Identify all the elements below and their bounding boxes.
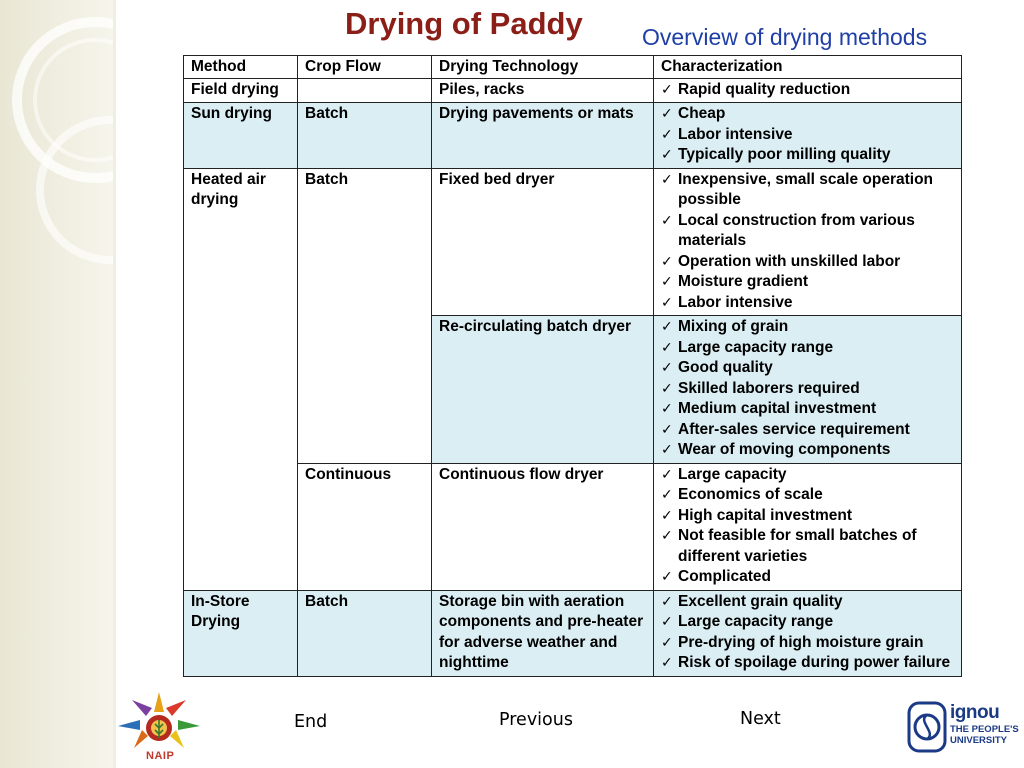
check-item: ✓ Mixing of grain	[661, 317, 954, 338]
cell-technology: Storage bin with aeration components and pre-heater for adverse weather and nighttime	[432, 590, 654, 676]
characterization-list	[661, 104, 954, 166]
ignou-tagline-line-1: THE PEOPLE'S	[950, 724, 1019, 735]
check-item: ✓ After-sales service requirement	[661, 420, 954, 441]
characterization-list	[661, 80, 954, 101]
cell-characterization	[654, 168, 962, 316]
ignou-logo-name: ignou	[950, 702, 1000, 723]
characterization-list	[661, 317, 954, 461]
table-row	[184, 78, 962, 103]
cell-method: Sun drying	[184, 103, 298, 169]
check-item: ✓ Economics of scale	[661, 485, 954, 506]
next-link[interactable]: Next	[740, 709, 781, 729]
cell-crop-flow: Continuous	[298, 463, 432, 590]
check-item: ✓ Risk of spoilage during power failure	[661, 653, 954, 674]
drying-methods-table-container	[183, 55, 962, 677]
check-item: ✓ Local construction from various materials	[661, 211, 954, 252]
check-item: ✓ Inexpensive, small scale operation possible	[661, 170, 954, 211]
band-divider	[113, 0, 116, 768]
check-item: ✓ Cheap	[661, 104, 954, 125]
drying-methods-table	[183, 55, 962, 677]
check-item: ✓ Wear of moving components	[661, 440, 954, 461]
characterization-list	[661, 465, 954, 588]
previous-link[interactable]: Previous	[499, 710, 573, 730]
check-item: ✓ Large capacity range	[661, 612, 954, 633]
check-item: ✓ Labor intensive	[661, 125, 954, 146]
check-item: ✓ Good quality	[661, 358, 954, 379]
check-item: ✓ Moisture gradient	[661, 272, 954, 293]
decorative-left-band	[0, 0, 113, 768]
cell-characterization	[654, 316, 962, 464]
check-item: ✓ Not feasible for small batches of different varieties	[661, 526, 954, 567]
end-link[interactable]: End	[294, 712, 328, 732]
cell-crop-flow: Batch	[298, 168, 432, 463]
slide-subtitle: Overview of drying methods	[642, 24, 928, 50]
table-row	[184, 463, 962, 590]
decorative-circles-graphic	[0, 0, 113, 768]
naip-logo-text: NAIP	[146, 750, 175, 762]
cell-technology: Continuous flow dryer	[432, 463, 654, 590]
cell-technology: Re-circulating batch dryer	[432, 316, 654, 464]
cell-method: Field drying	[184, 78, 298, 103]
check-item: ✓ Complicated	[661, 567, 954, 588]
cell-method: In-Store Drying	[184, 590, 298, 676]
header-crop-flow: Crop Flow	[298, 56, 432, 79]
characterization-list	[661, 170, 954, 314]
table-header-row	[184, 56, 962, 79]
cell-crop-flow	[298, 78, 432, 103]
check-item: ✓ Typically poor milling quality	[661, 145, 954, 166]
table-row	[184, 103, 962, 169]
check-item: ✓ Operation with unskilled labor	[661, 252, 954, 273]
cell-characterization	[654, 463, 962, 590]
cell-characterization	[654, 78, 962, 103]
check-item: ✓ Labor intensive	[661, 293, 954, 314]
cell-crop-flow: Batch	[298, 590, 432, 676]
check-item: ✓ Rapid quality reduction	[661, 80, 954, 101]
check-item: ✓ Pre-drying of high moisture grain	[661, 633, 954, 654]
header-method: Method	[184, 56, 298, 79]
cell-technology: Fixed bed dryer	[432, 168, 654, 316]
cell-crop-flow: Batch	[298, 103, 432, 169]
check-item: ✓ High capital investment	[661, 506, 954, 527]
cell-technology: Drying pavements or mats	[432, 103, 654, 169]
ignou-tagline-line-2: UNIVERSITY	[950, 735, 1008, 746]
header-drying-technology: Drying Technology	[432, 56, 654, 79]
cell-method: Heated air drying	[184, 168, 298, 590]
check-item: ✓ Large capacity range	[661, 338, 954, 359]
check-item: ✓ Skilled laborers required	[661, 379, 954, 400]
header-characterization: Characterization	[654, 56, 962, 79]
characterization-list	[661, 592, 954, 674]
table-row	[184, 168, 962, 316]
table-row	[184, 590, 962, 676]
check-item: ✓ Excellent grain quality	[661, 592, 954, 613]
slide-title: Drying of Paddy	[345, 6, 583, 41]
ignou-logo-tagline	[950, 724, 1019, 746]
check-item: ✓ Medium capital investment	[661, 399, 954, 420]
cell-characterization	[654, 103, 962, 169]
cell-characterization	[654, 590, 962, 676]
check-item: ✓ Large capacity	[661, 465, 954, 486]
cell-technology: Piles, racks	[432, 78, 654, 103]
